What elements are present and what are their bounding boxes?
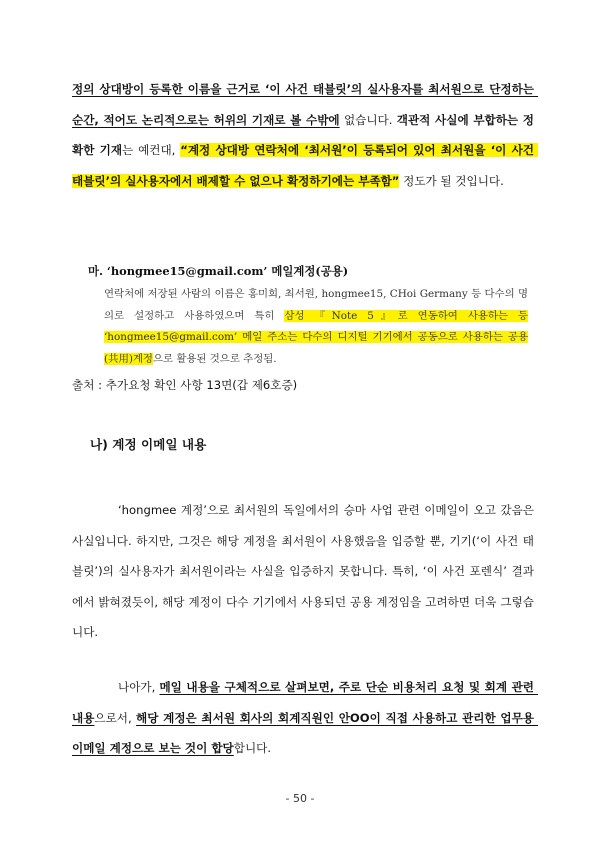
emphasis-text: 정의 상대방이 등록한 이름을 근거로 ‘이 사건 태블릿’의 실사용자를 최서원으로 단정하는 순간, 적어도 논리적으로는 허위의 기재로 볼 수밖에 [72, 82, 539, 127]
plain-text: 나아가, [118, 680, 160, 694]
source-citation: 출처 : 추가요청 확인 사항 13면(갑 제6호증) [72, 378, 298, 392]
page-number: - 50 - [285, 792, 315, 805]
excerpt-text: 으로 활용된 것으로 추정됨. [152, 352, 277, 365]
paragraph-2 [72, 495, 538, 648]
excerpt-title: 마. ‘hongmee15@gmail.com’ 메일계정(공용) [88, 264, 349, 278]
plain-text: 는 예컨대, [122, 143, 181, 157]
excerpt-highlight: 삼성 『Note 5』로 연동하여 사용하는 등 ‘hongmee15@gmail.com’ 메일 주소는 다수의 디지털 기기에서 공동으로 사용하는 공용(共用)계정 [104, 309, 528, 365]
plain-text: 합니다. [233, 741, 272, 755]
section-heading: 나) 계정 이메일 내용 [90, 437, 207, 452]
excerpt-text: 연락처에 저장된 사람의 이름은 홍미희, 최서원, hongmee15, CHoi Germany 등 다수의 명의로 설정하고 사용하였으며 특히 [104, 288, 528, 322]
emphasis-text: 메일 내용을 구체적으로 살펴보면, 주로 단순 비용처리 요청 및 회계 관련 내용 [72, 680, 539, 725]
excerpt-body [88, 284, 528, 370]
quoted-excerpt [88, 262, 528, 370]
paragraph-1 [72, 74, 539, 196]
emphasis-text: 해당 계정은 최서원 회사의 회계직원인 안OO이 직접 사용하고 관리한 업무용 이메일 계정으로 보는 것이 합당 [72, 710, 539, 755]
highlighted-quote: “계정 상대방 연락처에 ‘최서원’이 등록되어 있어 최서원을 ‘이 사건 태블릿’의 실사용자에서 배제할 수 없으나 확정하기에는 부족함” [72, 143, 539, 188]
plain-text: ‘hongmee 계정’으로 최서원의 독일에서의 승마 사업 관련 이메일이 오고 갔음은 사실입니다. 하지만, 그것은 해당 계정을 최서원이 사용했음을 입증할 뿐, 기기(‘이 사건 태블릿’)의 실사용자가 최서원이라는 사실을 입증하지 못합니다. 특히, ‘이 사건 포렌식’ 결과에서 밝혀졌듯이, 해당 계정이 다수 기기에서 사용되던 공용 계정임을 고려하면 더욱 그렇습니다. [72, 503, 538, 639]
plain-text: 없습니다. [339, 112, 397, 127]
plain-text: 으로서, [94, 710, 137, 725]
emphasis-text: 객관적 사실에 부합하는 정확한 기재 [72, 112, 534, 157]
paragraph-3 [72, 672, 539, 764]
plain-text: 정도가 될 것입니다. [399, 173, 504, 188]
